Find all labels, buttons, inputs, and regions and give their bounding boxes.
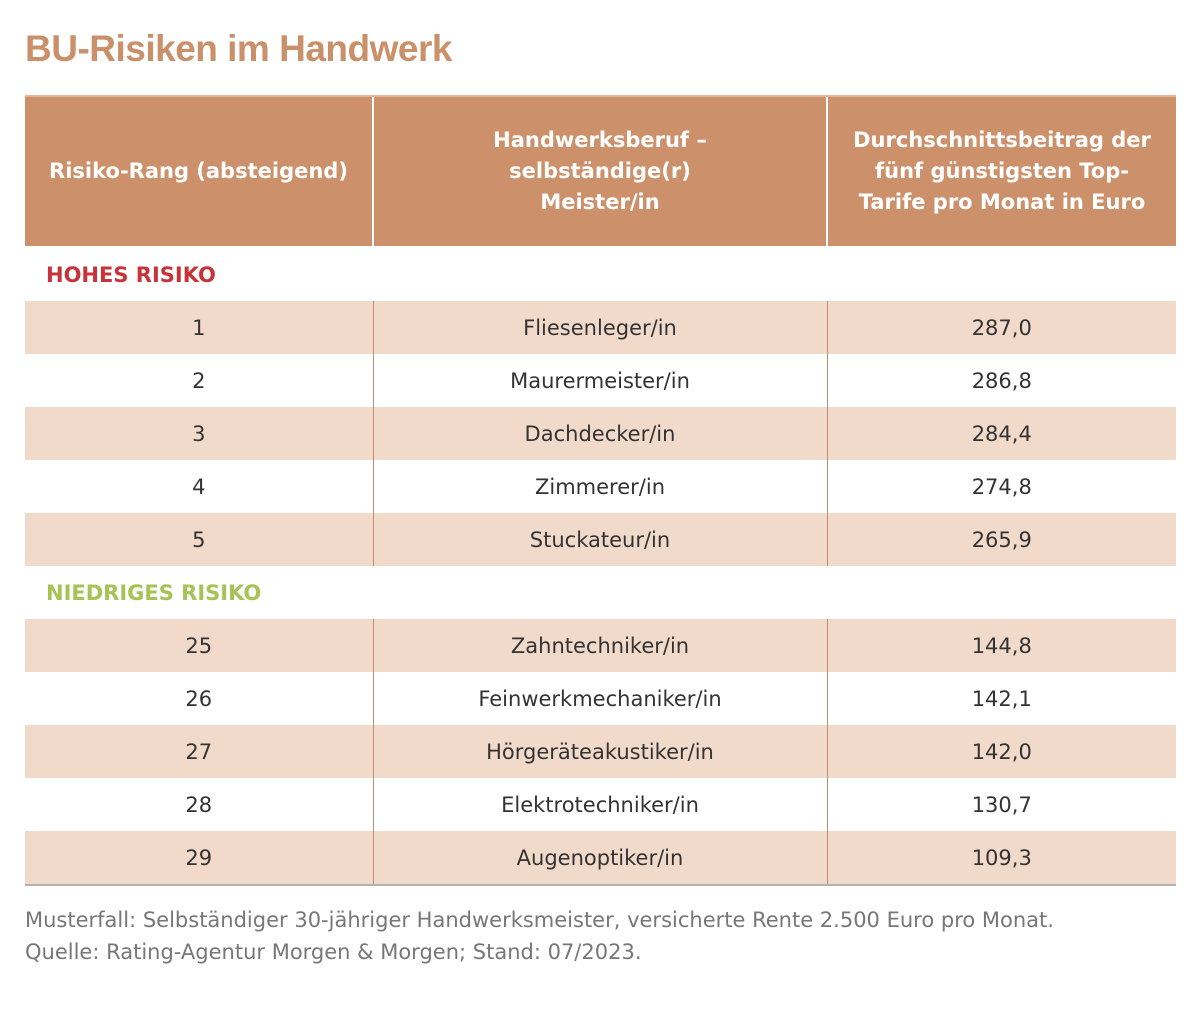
- value-cell: 130,7: [827, 778, 1176, 831]
- job-cell: Hörgeräteakustiker/in: [373, 725, 827, 778]
- job-cell: Elektrotechniker/in: [373, 778, 827, 831]
- job-cell: Maurermeister/in: [373, 354, 827, 407]
- job-cell: Zahntechniker/in: [373, 619, 827, 672]
- value-cell: 287,0: [827, 301, 1176, 354]
- rank-cell: 3: [25, 407, 373, 460]
- job-cell: Augenoptiker/in: [373, 831, 827, 885]
- value-cell: 284,4: [827, 407, 1176, 460]
- risk-table: [25, 95, 1176, 886]
- header-value: [827, 96, 1176, 247]
- value-cell: 142,1: [827, 672, 1176, 725]
- value-cell: 274,8: [827, 460, 1176, 513]
- header-job: [373, 96, 827, 247]
- table-row: [25, 301, 1176, 354]
- table-row: [25, 725, 1176, 778]
- table-row: [25, 672, 1176, 725]
- rank-cell: 29: [25, 831, 373, 885]
- value-cell: 109,3: [827, 831, 1176, 885]
- value-cell: 142,0: [827, 725, 1176, 778]
- header-rank: Risiko-Rang (absteigend): [25, 96, 373, 247]
- rank-cell: 27: [25, 725, 373, 778]
- table-row: [25, 778, 1176, 831]
- header-value-text: Durchschnittsbeitrag der fünf günstigsten Top-Tarife pro Monat in Euro: [853, 128, 1151, 214]
- section-label-low: NIEDRIGES RISIKO: [25, 566, 1176, 619]
- footnote: [25, 904, 1054, 968]
- job-cell: Stuckateur/in: [373, 513, 827, 566]
- section-high-risk: [25, 247, 1176, 301]
- table-row: [25, 407, 1176, 460]
- table-header: [25, 96, 1176, 247]
- rank-cell: 28: [25, 778, 373, 831]
- value-cell: 265,9: [827, 513, 1176, 566]
- rank-cell: 25: [25, 619, 373, 672]
- rank-cell: 5: [25, 513, 373, 566]
- job-cell: Fliesenleger/in: [373, 301, 827, 354]
- rank-cell: 26: [25, 672, 373, 725]
- section-label-high: HOHES RISIKO: [25, 247, 1176, 301]
- rank-cell: 1: [25, 301, 373, 354]
- table-row: [25, 619, 1176, 672]
- footnote-line-1: Musterfall: Selbständiger 30-jähriger Handwerksmeister, versicherte Rente 2.500 Euro pro Monat.: [25, 908, 1054, 932]
- job-cell: Feinwerkmechaniker/in: [373, 672, 827, 725]
- table-row: [25, 460, 1176, 513]
- value-cell: 286,8: [827, 354, 1176, 407]
- footnote-line-2: Quelle: Rating-Agentur Morgen & Morgen; Stand: 07/2023.: [25, 940, 642, 964]
- table-row: [25, 831, 1176, 885]
- rank-cell: 4: [25, 460, 373, 513]
- table-row: [25, 354, 1176, 407]
- job-cell: Zimmerer/in: [373, 460, 827, 513]
- header-job-text: Handwerksberuf – selbständige(r) Meister/in: [493, 128, 707, 214]
- value-cell: 144,8: [827, 619, 1176, 672]
- job-cell: Dachdecker/in: [373, 407, 827, 460]
- rank-cell: 2: [25, 354, 373, 407]
- page-title: BU-Risiken im Handwerk: [25, 28, 452, 69]
- table-row: [25, 513, 1176, 566]
- section-low-risk: [25, 566, 1176, 619]
